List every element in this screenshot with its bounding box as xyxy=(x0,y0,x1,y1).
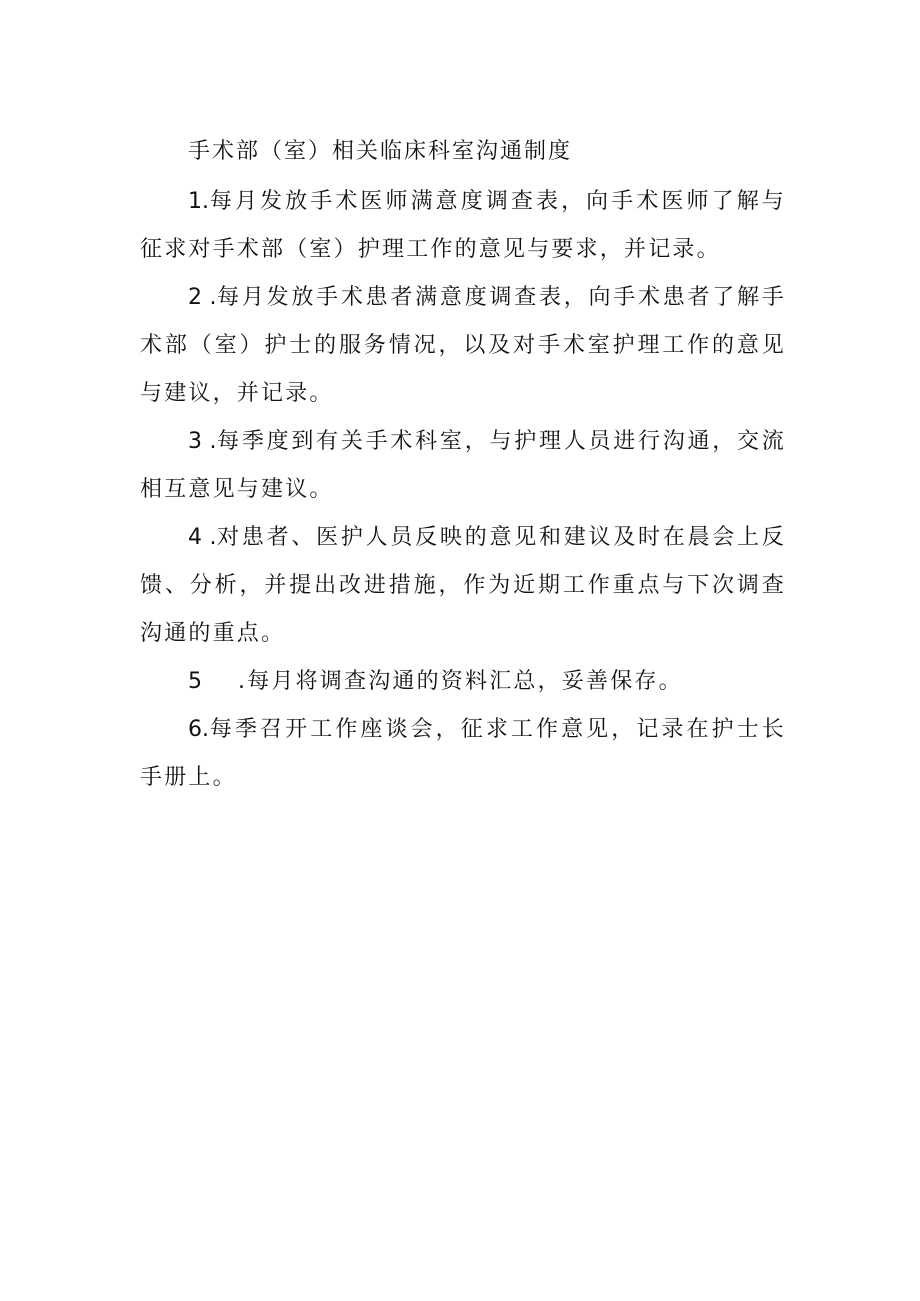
item-text: 对患者、医护人员反映的意见和建议及时在晨会上反馈、分析，并提出改进措施，作为近期工作重点与下次调查沟通的重点。 xyxy=(140,525,786,646)
item-text: 每月发放手术患者满意度调查表，向手术患者了解手术部（室）护士的服务情况，以及对手术室护理工作的意见与建议，并记录。 xyxy=(140,285,786,406)
item-text: 每季度到有关手术科室，与护理人员进行沟通，交流相互意见与建议。 xyxy=(140,429,786,502)
list-item xyxy=(140,178,786,274)
item-number: 3 . xyxy=(188,429,217,454)
item-text: 每季召开工作座谈会，征求工作意见，记录在护士长手册上。 xyxy=(140,717,786,790)
item-number: 4 . xyxy=(188,525,217,550)
list-item xyxy=(140,274,786,418)
item-text: 每月发放手术医师满意度调查表，向手术医师了解与征求对手术部（室）护理工作的意见与要求，并记录。 xyxy=(140,189,786,262)
item-number: 1. xyxy=(188,189,209,214)
list-item xyxy=(140,514,786,658)
item-number: 5 xyxy=(188,669,202,694)
item-number: 2 . xyxy=(188,285,217,310)
document-body xyxy=(140,128,786,802)
item-text: .每月将调查沟通的资料汇总，妥善保存。 xyxy=(238,669,683,694)
item-number: 6. xyxy=(188,717,209,742)
list-item xyxy=(140,658,786,706)
list-item xyxy=(140,706,786,802)
document-title: 手术部（室）相关临床科室沟通制度 xyxy=(188,139,573,164)
list-item xyxy=(140,418,786,514)
